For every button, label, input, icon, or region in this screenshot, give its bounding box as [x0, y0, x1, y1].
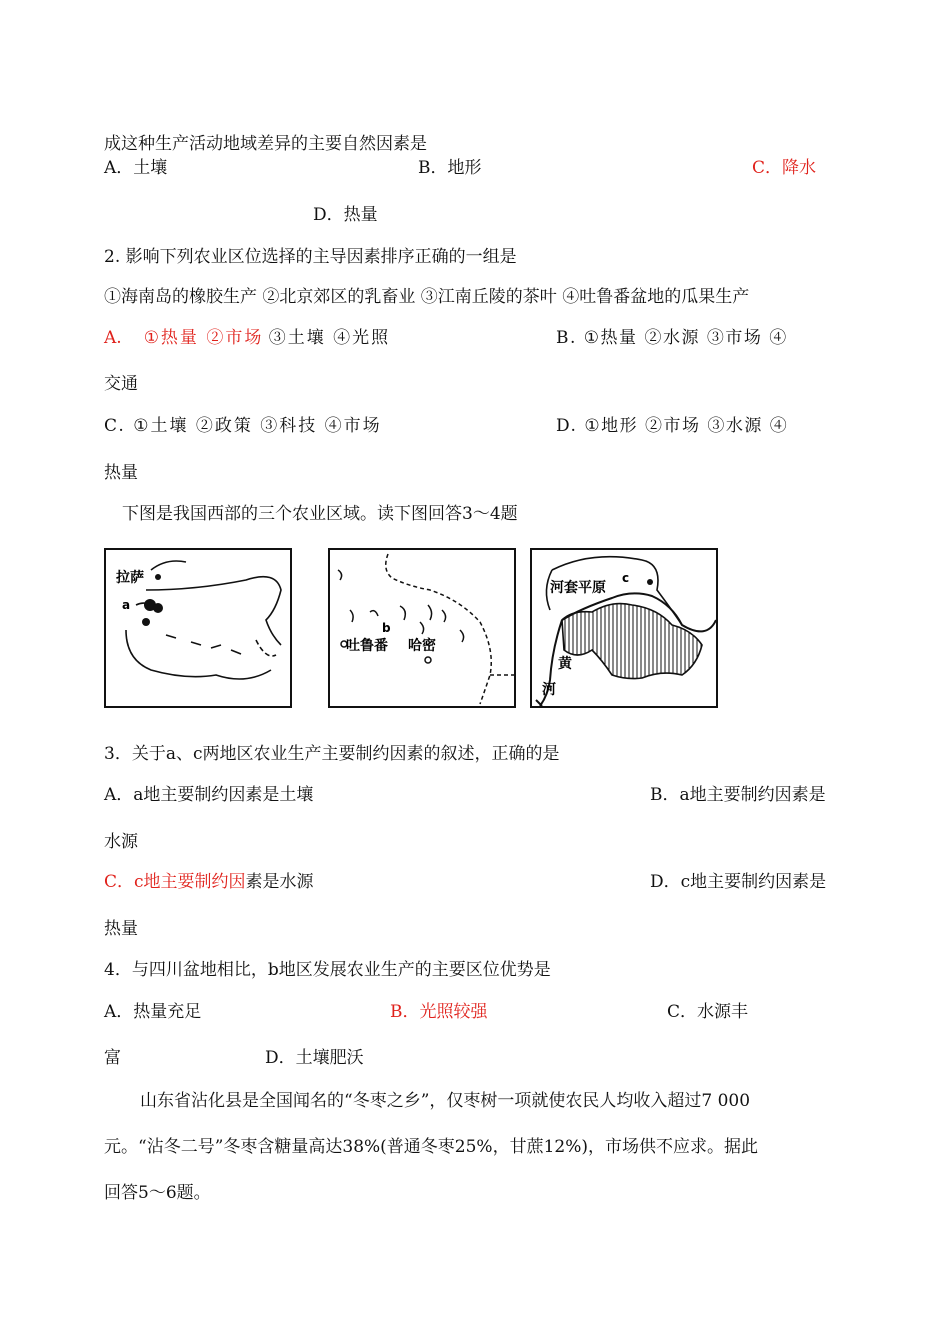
q2-option-a-prefix: A. — [104, 328, 122, 348]
q4-option-a: A．热量充足 — [104, 1002, 202, 1022]
map-label-b: b — [382, 621, 391, 635]
map-hetao-panel — [530, 548, 718, 708]
q2-option-d-cont: 热量 — [104, 463, 138, 483]
q3-option-b: B．a地主要制约因素是 — [650, 785, 826, 805]
map-label-hetao: 河套平原 — [550, 580, 606, 596]
map-label-a: a — [122, 598, 131, 612]
q1-option-d: D．热量 — [313, 205, 378, 225]
q3-option-d-cont: 热量 — [104, 919, 138, 939]
q2-option-c: C. ①土壤 ②政策 ③科技 ④市场 — [104, 416, 382, 436]
q1-option-c: C．降水 — [752, 158, 817, 178]
q4-option-c: C．水源丰 — [667, 1002, 749, 1022]
q2-option-a — [104, 327, 390, 349]
q2-option-a-red: ①热量 ②市场 — [143, 328, 264, 348]
passage-line-2: 元。“沾冬二号”冬枣含糖量高达38%(普通冬枣25%，甘蔗12%)，市场供不应求。据此 — [104, 1137, 759, 1157]
q3-stem: 3．关于a、c两地区农业生产主要制约因素的叙述，正确的是 — [104, 744, 560, 764]
intro-q3-4: 下图是我国西部的三个农业区域。读下图回答3～4题 — [122, 504, 518, 524]
map-label-tulufan: 吐鲁番 — [346, 638, 388, 654]
map-label-c: c — [622, 571, 630, 585]
q4-stem: 4．与四川盆地相比，b地区发展农业生产的主要区位优势是 — [104, 960, 551, 980]
q3-option-b-cont: 水源 — [104, 832, 138, 852]
q3-option-d: D．c地主要制约因素是 — [650, 872, 827, 892]
map-tibet — [106, 550, 290, 706]
q4-option-d: D．土壤肥沃 — [265, 1048, 364, 1068]
q2-option-b: B. ①热量 ②水源 ③市场 ④ — [556, 328, 788, 348]
q3-option-c — [104, 871, 314, 893]
passage-line-3: 回答5～6题。 — [104, 1183, 211, 1203]
q4-option-b: B．光照较强 — [390, 1002, 488, 1022]
passage-line-1: 山东省沾化县是全国闻名的“冬枣之乡”，仅枣树一项就使农民人均收入超过7 000 — [140, 1091, 751, 1111]
q3-option-a: A．a地主要制约因素是土壤 — [104, 785, 314, 805]
map-tibet-panel — [104, 548, 292, 708]
q2-option-a-rest: ③土壤 ④光照 — [268, 328, 391, 348]
q1-option-a: A．土壤 — [104, 158, 168, 178]
map-hetao — [532, 550, 716, 706]
map-label-lasa: 拉萨 — [116, 570, 144, 586]
map-label-hami: 哈密 — [408, 638, 436, 654]
q2-stem: 2. 影响下列农业区位选择的主导因素排序正确的一组是 — [104, 247, 517, 267]
map-label-huang: 黄 — [558, 656, 572, 672]
map-xinjiang-panel — [328, 548, 516, 708]
q3-option-c-rest: 素是水源 — [245, 872, 314, 892]
map-label-he: 河 — [542, 682, 556, 698]
q2-items: ①海南岛的橡胶生产 ②北京郊区的乳畜业 ③江南丘陵的茶叶 ④吐鲁番盆地的瓜果生产 — [104, 287, 750, 307]
q1-stem-continued: 成这种生产活动地域差异的主要自然因素是 — [104, 134, 427, 154]
map-xinjiang — [330, 550, 514, 706]
q2-option-d: D. ①地形 ②市场 ③水源 ④ — [556, 416, 789, 436]
q2-option-b-cont: 交通 — [104, 374, 138, 394]
q4-option-c-cont: 富 — [104, 1048, 121, 1068]
q3-option-c-red: C．c地主要制约因 — [104, 872, 246, 892]
q1-option-b: B．地形 — [418, 158, 482, 178]
